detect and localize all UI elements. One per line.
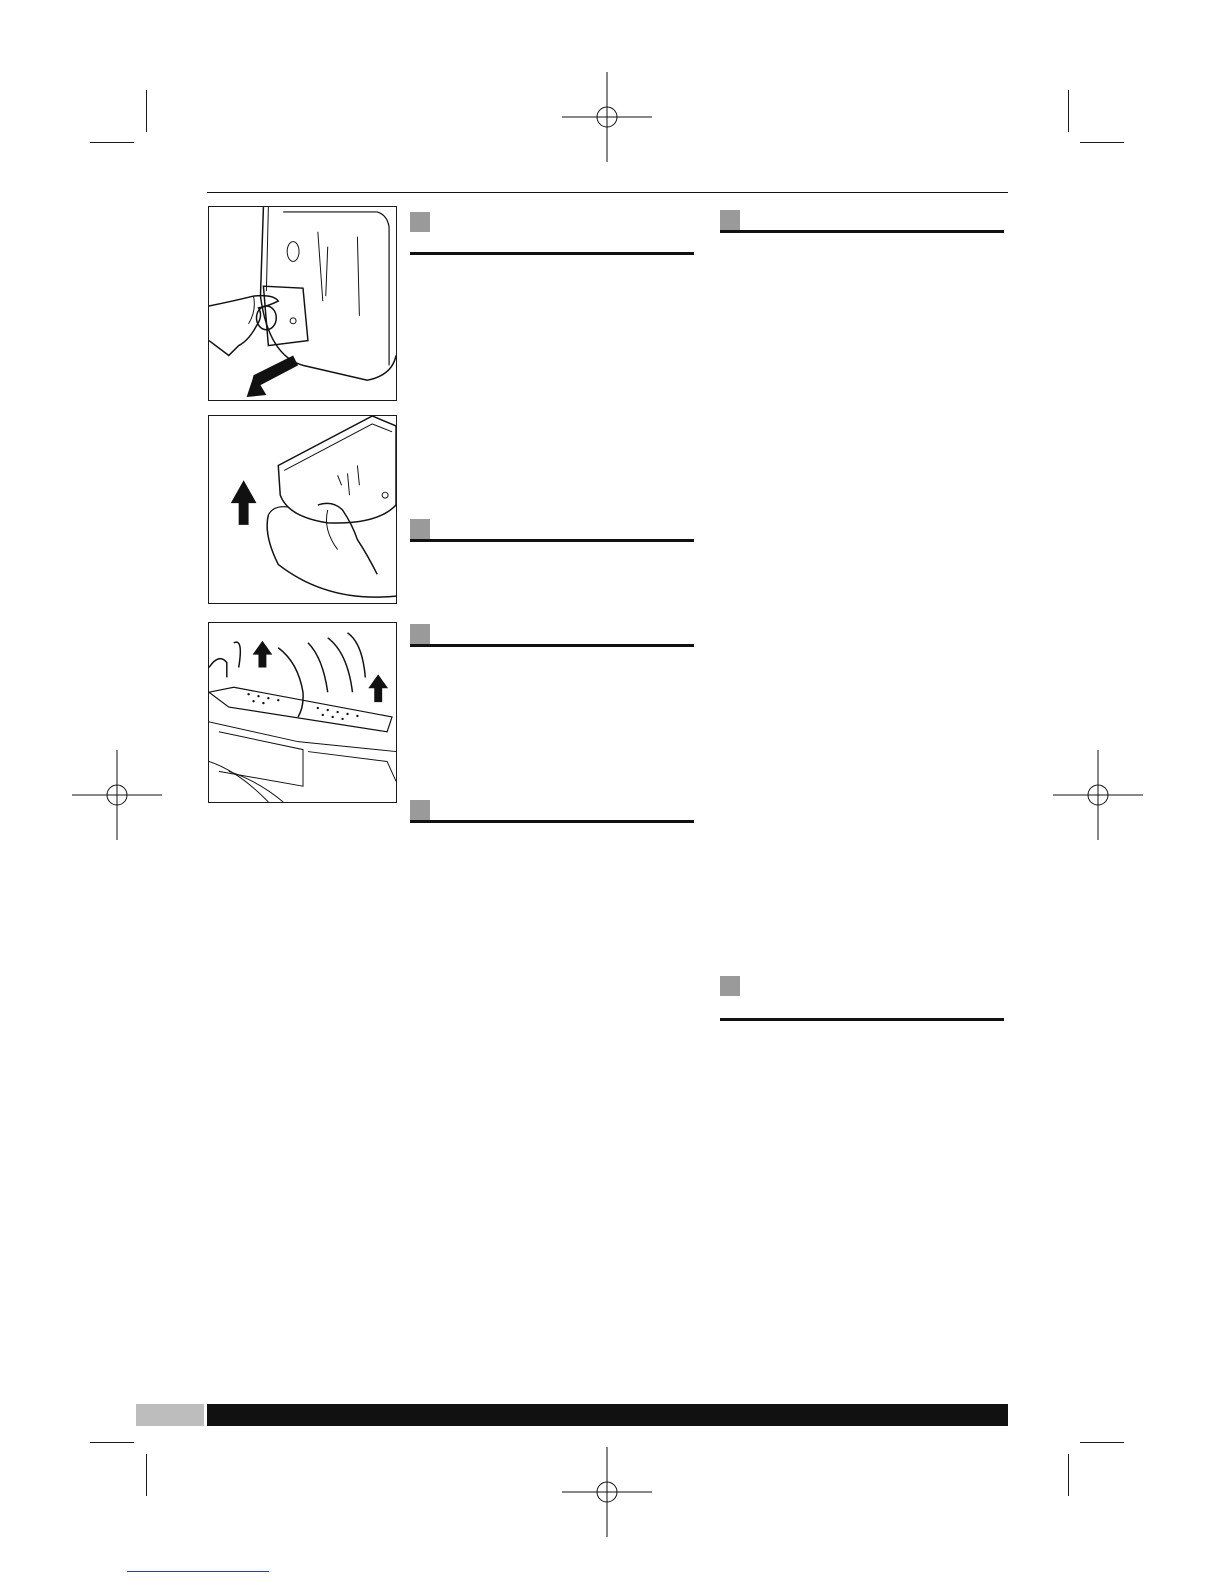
crop-mark-bottom-left-h <box>90 1442 134 1443</box>
section-rule-5 <box>720 230 1004 233</box>
bottom-link-underline[interactable] <box>127 1571 269 1572</box>
section-rule-6 <box>720 1018 1004 1021</box>
section-marker-5 <box>720 210 740 230</box>
registration-mark-right-icon <box>1053 750 1143 840</box>
figure-pull-out-tank <box>208 206 397 401</box>
arrow-up-icon <box>231 480 257 525</box>
registration-mark-left-icon <box>72 750 162 840</box>
registration-mark-bottom-icon <box>562 1447 652 1537</box>
arrow-down-left-icon <box>247 355 298 397</box>
registration-mark-top-icon <box>562 72 652 162</box>
section-marker-4 <box>410 800 430 820</box>
crop-mark-top-right-h <box>1080 142 1124 143</box>
section-marker-1 <box>410 212 430 232</box>
footer-bar <box>207 1404 1008 1426</box>
arrow-up-icon <box>368 674 388 702</box>
crop-mark-bottom-right-h <box>1080 1442 1124 1443</box>
crop-mark-top-left-h <box>90 142 134 143</box>
section-marker-2 <box>410 519 430 539</box>
header-rule <box>207 192 1008 193</box>
section-rule-2 <box>410 539 694 542</box>
arrow-up-icon <box>253 641 273 668</box>
section-rule-1 <box>410 252 694 255</box>
crop-mark-bottom-left-v <box>146 1454 147 1496</box>
section-rule-4 <box>410 820 694 823</box>
footer-page-tab <box>136 1404 204 1426</box>
figure-lift-filter <box>208 622 397 803</box>
crop-mark-bottom-right-v <box>1068 1454 1069 1496</box>
crop-mark-top-left-v <box>146 90 147 132</box>
figure-lift-tank <box>208 415 397 604</box>
section-marker-3 <box>410 624 430 644</box>
section-rule-3 <box>410 644 694 647</box>
crop-mark-top-right-v <box>1068 90 1069 132</box>
section-marker-6 <box>720 976 740 996</box>
